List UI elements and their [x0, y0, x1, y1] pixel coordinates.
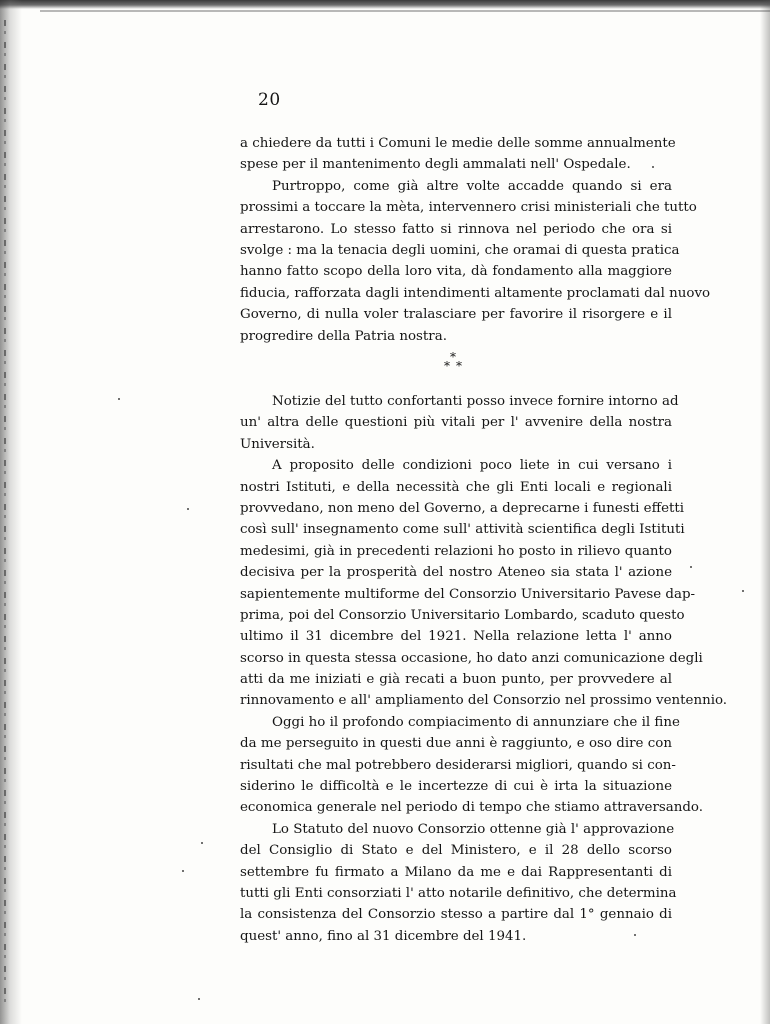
text-line: progredire della Patria nostra.: [240, 328, 447, 344]
scan-speck: [198, 998, 200, 1000]
text-line: Notizie del tutto confortanti posso invece fornire intorno ad: [272, 394, 679, 409]
text-line: decisiva per la prosperità del nostro Ateneo sia stata l' azione: [240, 565, 672, 581]
text-line: del Consiglio di Stato e del Ministero, e il 28 dello scorso: [240, 843, 672, 859]
text-line: arrestarono. Lo stesso fatto si rinnova nel periodo che ora si: [240, 221, 672, 237]
scan-speck: [118, 398, 120, 400]
paragraph: [240, 819, 677, 947]
scan-speck: [690, 566, 692, 568]
text-line: sapientemente multiforme del Consorzio Universitario Pavese dap-: [240, 586, 696, 602]
text-line: prima, poi del Consorzio Universitario Lombardo, scaduto questo: [240, 607, 685, 623]
text-line: tutti gli Enti consorziati l' atto notarile definitivo, che determina: [240, 885, 677, 901]
asterism-separator: [436, 350, 476, 376]
text-line: Università.: [240, 436, 315, 452]
text-line: Purtroppo, come già altre volte accadde quando si era: [272, 178, 672, 194]
text-line: nostri Istituti, e della necessità che gli Enti locali e regionali: [240, 479, 672, 495]
asterisk: *: [456, 359, 462, 373]
text-line: Lo Statuto del nuovo Consorzio ottenne già l' approvazione: [272, 821, 675, 837]
text-line: siderino le difficoltà e le incertezze di cui è irta la situazione: [240, 779, 672, 795]
scan-speck: [742, 590, 744, 592]
scan-speck: [201, 842, 203, 844]
text-line: un' altra delle questioni più vitali per l' avvenire della nostra: [240, 415, 672, 431]
text-line: Oggi ho il profondo compiacimento di annunziare che il fine: [272, 714, 680, 730]
paragraph: [240, 455, 728, 712]
text-section-top: [240, 133, 711, 347]
scan-top-border-line: [40, 10, 770, 12]
text-line: hanno fatto scopo della loro vita, dà fondamento alla maggiore: [240, 264, 672, 280]
text-line: scorso in questa stessa occasione, ho dato anzi comunicazione degli: [240, 650, 703, 666]
page-number: 20: [258, 90, 281, 110]
asterisk: *: [450, 350, 456, 364]
text-line: provvedano, non meno del Governo, a deprecarne i funesti effetti: [240, 500, 685, 516]
text-line: ultimo il 31 dicembre del 1921. Nella relazione letta l' anno: [240, 629, 672, 645]
text-line: da me perseguito in questi due anni è raggiunto, e oso dire con: [240, 736, 672, 752]
scan-speck: [182, 870, 184, 872]
text-line: settembre fu firmato a Milano da me e dai Rappresentanti di: [240, 864, 672, 880]
scan-right-edge: [760, 0, 770, 1024]
scan-top-border: [0, 0, 770, 9]
text-line: rinnovamento e all' ampliamento del Consorzio nel prossimo ventennio.: [240, 693, 728, 709]
text-line: spese per il mantenimento degli ammalati nell' Ospedale.: [240, 157, 631, 173]
paragraph: [240, 176, 711, 347]
text-line: A proposito delle condizioni poco liete in cui versano i: [272, 458, 672, 474]
asterisk: *: [444, 359, 450, 373]
text-section-bottom: [240, 391, 728, 947]
text-line: così sull' insegnamento come sull' attività scientifica degli Istituti: [240, 522, 685, 538]
scan-speck: [652, 166, 654, 168]
paragraph: [240, 391, 679, 455]
text-line: fiducia, rafforzata dagli intendimenti altamente proclamati dal nuovo: [240, 285, 711, 301]
scan-speck: [634, 934, 636, 936]
paragraph: [240, 712, 704, 819]
text-line: la consistenza del Consorzio stesso a partire dal 1° gennaio di: [240, 907, 672, 923]
paragraph: [240, 133, 676, 176]
scan-speck: [187, 508, 189, 510]
text-line: prossimi a toccare la mèta, intervennero crisi ministeriali che tutto: [240, 200, 697, 216]
text-line: svolge : ma la tenacia degli uomini, che oramai di questa pratica: [240, 242, 680, 258]
text-line: quest' anno, fino al 31 dicembre del 1941.: [240, 928, 527, 944]
text-line: risultati che mal potrebbero desiderarsi migliori, quando si con-: [240, 757, 676, 773]
scan-left-binding-line: [4, 20, 6, 1010]
text-line: economica generale nel periodo di tempo che stiamo attraversando.: [240, 800, 704, 816]
text-line: a chiedere da tutti i Comuni le medie delle somme annualmente: [240, 136, 676, 151]
text-line: Governo, di nulla voler tralasciare per favorire il risorgere e il: [240, 307, 672, 323]
text-line: medesimi, già in precedenti relazioni ho posto in rilievo quanto: [240, 543, 672, 559]
text-line: atti da me iniziati e già recati a buon punto, per provvedere al: [240, 672, 672, 688]
